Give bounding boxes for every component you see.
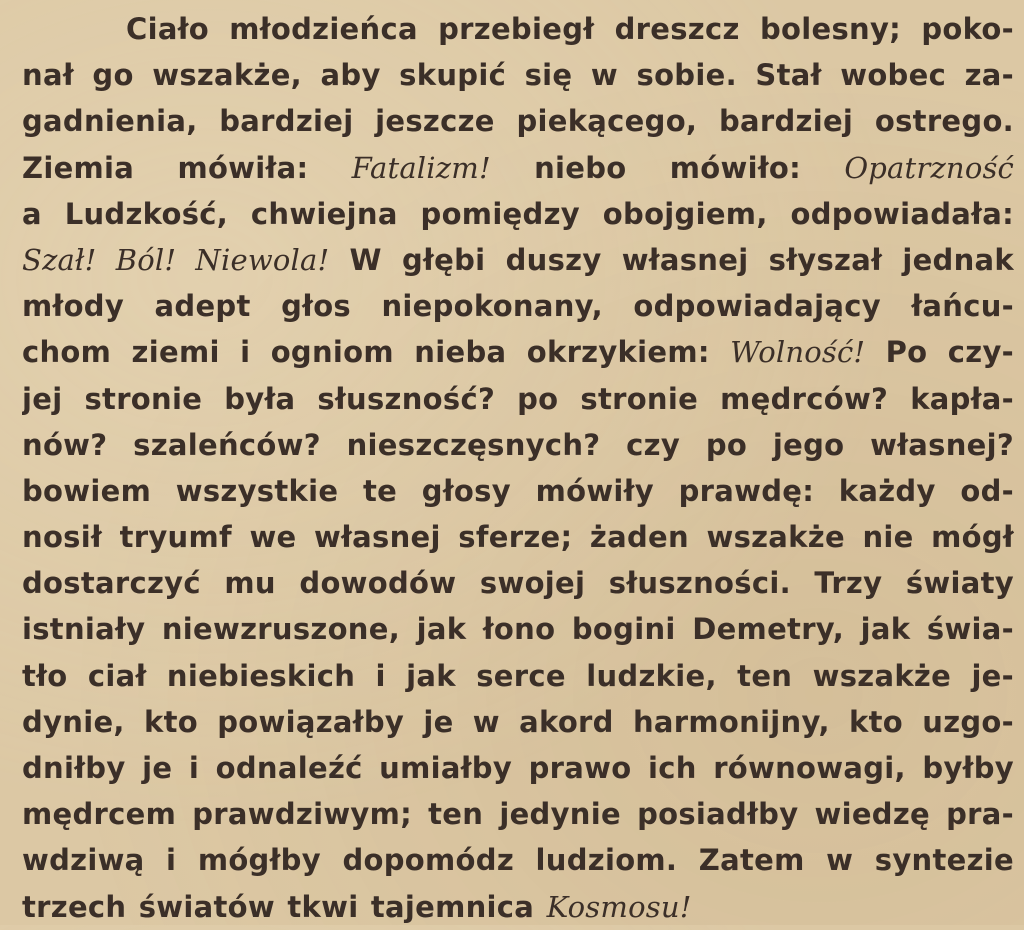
italic-run: Szał! Ból! Niewola! [22,242,330,277]
text-line [22,606,1014,652]
text-line [22,145,1014,191]
text-line [22,837,1014,883]
text-line [22,560,1014,606]
text-line [22,699,1014,745]
text-line [22,514,1014,560]
text-run: Ziemia mówiła: [22,150,352,185]
text-run: niebo mówiło: [490,150,845,185]
text-run: a Ludzkość, chwiejna pomiędzy obojgiem, odpowiadała: [22,196,1014,231]
text-run: W głębi duszy własnej słyszał jednak [329,242,1014,277]
text-run: bowiem wszystkie te głosy mówiły prawdę: każdy od- [22,473,1014,508]
text-line [22,283,1014,329]
text-run: nów? szaleńców? nieszczęsnych? czy po jego własnej? [22,427,1014,462]
text-run: wdziwą i mógłby dopomódz ludziom. Zatem w syntezie [22,843,1014,878]
text-run: dynie, kto powiązałby je w akord harmonijny, kto uzgo- [22,704,1014,739]
text-run: nosił tryumf we własnej sferze; żaden wszakże nie mógł [22,520,1014,555]
italic-run: Fatalizm! [351,150,491,185]
text-line [22,745,1014,791]
text-line [22,6,1014,52]
italic-run: Kosmosu! [546,889,692,924]
text-line [22,884,1014,930]
text-run: dostarczyć mu dowodów swojej słuszności. Trzy światy [22,566,1014,601]
text-line [22,468,1014,514]
text-run: Ciało młodzieńca przebiegł dreszcz bolesny; poko- [126,12,1014,46]
italic-run: Opatrzność [844,150,1014,185]
text-line [22,376,1014,422]
text-run: nał go wszakże, aby skupić się w sobie. Stał wobec za- [22,58,1014,93]
text-line [22,791,1014,837]
text-run: chom ziemi i ogniom nieba okrzykiem: [22,335,731,370]
text-run: Po czy- [865,335,1014,370]
text-run: młody adept głos niepokonany, odpowiadający łańcu- [22,289,1014,324]
text-run: gadnienia, bardziej jeszcze piekącego, bardziej ostrego. [22,104,1014,139]
text-line [22,98,1014,144]
text-run: jej stronie była słuszność? po stronie mędrców? kapła- [22,381,1014,416]
text-run: istniały niewzruszone, jak łono bogini Demetry, jak świa- [22,612,1014,647]
text-line [22,329,1014,375]
text-line [22,191,1014,237]
text-run: tło ciał niebieskich i jak serce ludzkie, ten wszakże je- [22,658,1014,693]
text-line [22,422,1014,468]
italic-run: Wolność! [730,335,866,370]
text-line [22,653,1014,699]
text-run: mędrcem prawdziwym; ten jedynie posiadłby wiedzę pra- [22,797,1014,832]
text-line [22,52,1014,98]
text-run: dniłby je i odnaleźć umiałby prawo ich równowagi, byłby [22,751,1014,785]
text-run: trzech światów tkwi tajemnica [22,889,547,924]
text-line [22,237,1014,283]
